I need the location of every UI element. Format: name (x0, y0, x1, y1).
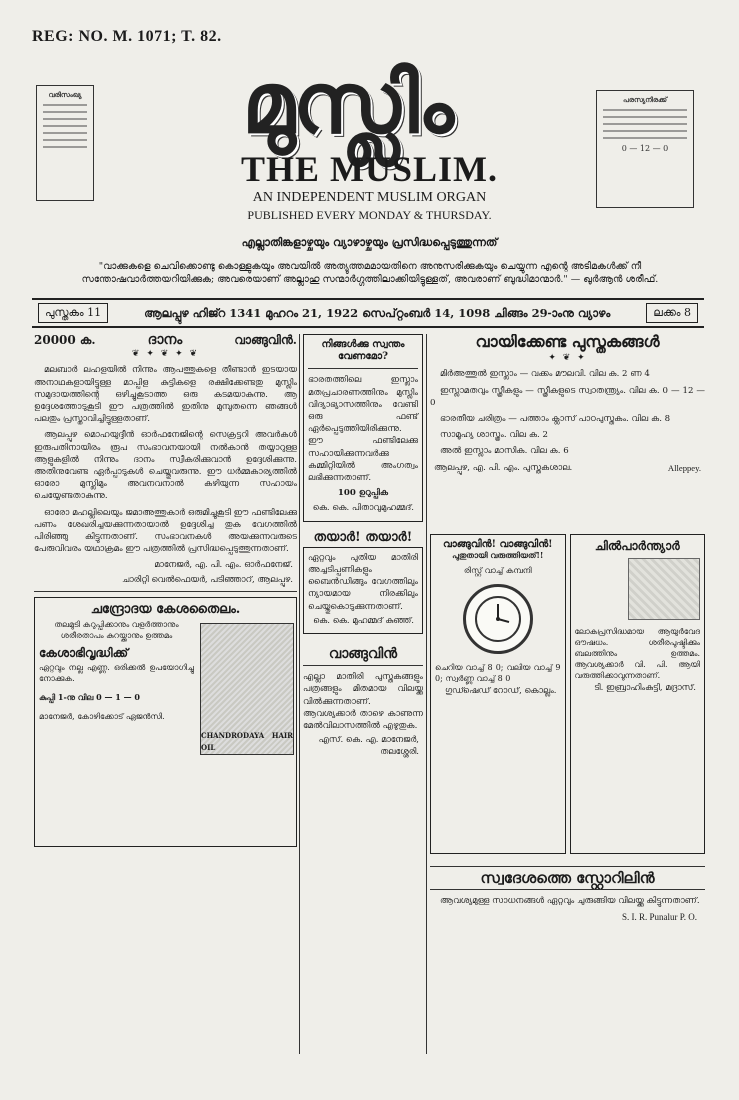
book-entry: ഭാരതീയ ചരിത്രം — പത്താം ക്ലാസ് പാഠപുസ്തകം. വില ക. 8 (440, 414, 671, 425)
watch-image (463, 584, 533, 654)
hair-oil-line: ശരീരതാപം കുറയ്ക്കാനും ഉത്തമം (60, 631, 173, 641)
hair-oil-price: കുപ്പി 1-നു വില 0 — 1 — 0 (39, 692, 140, 703)
divider (430, 866, 705, 867)
fund-notice-box (303, 334, 423, 522)
book-entry: മിർഅത്തുൽ ഇസ്ലാം — വക്കം മൗലവി. വില ക. 2 ണ 4 (440, 369, 650, 380)
books-city: Alleppey. (667, 462, 701, 473)
title-english: THE MUSLIM. (240, 149, 499, 189)
fund-notice-signature: കെ. കെ. പിതാവുമുഹമ്മദ്. (312, 503, 414, 514)
ad-rate-label: പരസ്യനിരക്ക് (622, 95, 668, 104)
divider (34, 591, 297, 592)
hair-oil-figure: CHANDRODAYA HAIR OIL (200, 623, 294, 755)
ready-ad-box (303, 547, 423, 634)
book-entry: ഇസ്ലാമതവും സ്ത്രീകളും — സ്ത്രീകളുടെ സ്വാതന്ത്ര്യം. വില ക. 0 — 12 — 0 (430, 385, 705, 408)
ornament-divider: ❦ ✦ ❦ ✦ ❦ (131, 349, 200, 360)
watch-ad-subtitle: പുതുതായി വരുത്തിയത്!! (452, 549, 544, 560)
hair-oil-line: തലമുടി കറുപ്പിക്കാനും വളർത്താനും (54, 620, 179, 630)
article-paragraph: മലബാർ ലഹളയിൽ നിന്നും ആപത്തുകളെ തീണ്ടാൻ ഇടയായ അനാഥകളായിട്ടുള്ള മാപ്പിള കുട്ടികളെ രക്ഷിക്കേണ്ടതു മുസ്ലിം സമുദായത്തിന്റെ ഒഴിച്ചുകൂടാത്ത ഒരു കടമയാകുന്നു. ആ ഉദ്ദേശത്തോടുകൂടി ഈ പത്രത്തിൽ ഇതിനു മുമ്പുതന്നെ ഞങ്ങൾ പലതും പ്രസ്താവിച്ചിട്ടുള്ളതാണ്. (34, 365, 297, 425)
dateline-bar (32, 298, 704, 328)
column-left (34, 334, 297, 1024)
column-right (430, 334, 705, 1059)
hair-oil-ad (34, 597, 297, 847)
fund-notice-title: നിങ്ങൾക്കു സ്വന്തം വേണമോ? (321, 339, 405, 363)
watch-ad-company: രിസ്റ്റ് വാച്ച് കമ്പനി (463, 565, 532, 575)
hair-oil-subtitle: കേശാഭിവൃദ്ധിക്ക് (39, 646, 129, 661)
fund-notice-amount: 100 ഉറുപ്പിക (337, 488, 389, 499)
ornament-divider: ✦ ❦ ✦ (548, 353, 587, 364)
donation-tail: വാങ്ങുവിൻ. (234, 334, 297, 347)
swadeshi-title: സ്വദേശത്തെ സ്റ്റോറിലിൻ (480, 868, 655, 887)
ready-ad-body: ഏറ്റവും പുതിയ മാതിരി അച്ചടിപ്പണികളും ബൈൻഡിങ്ങും വേഗത്തിലും ന്യായമായ നിരക്കിലും ചെയ്തുകൊടുക്കുന്നതാണ്. (308, 552, 418, 612)
donation-headline (34, 334, 297, 346)
books-title: വായിക്കേണ്ട പുസ്തകങ്ങൾ (475, 334, 660, 351)
book-entry: സാമൂഹ്യ ശാസ്ത്രം. വില ക. 2 (440, 430, 548, 441)
watch-ad-address: ഗുഡ്ഷെഡ് റോഡ്, കൊല്ലം. (444, 685, 557, 696)
medicine-ad-body: ലോകപ്രസിദ്ധമായ ആയുർവേദ ഔഷധം. ശരീരപുഷ്ടിക്കും ബലത്തിനും ഉത്തമം. ആവശ്യക്കാർ വി. പി. ആയി വരുത്തിക്കാവുന്നതാണ്. (574, 626, 700, 680)
ready-ad-signature: കെ. കെ. മുഹമ്മദ് കുഞ്ഞ്. (313, 615, 414, 626)
medicine-ad-signature: ടി. ഇബ്രാഹിംകുട്ടി, മദ്രാസ്. (594, 682, 696, 693)
masthead-banner (112, 48, 582, 158)
quran-quote: "വാക്കുകളെ ചെവിക്കൊണ്ടു കൊള്ളുകയും അവയിൽ അത്യുത്തമമായതിനെ അനുസരിക്കുകയും ചെയ്യുന്ന എന്റെ അടിമകൾക്ക് നീ സന്തോഷവാർത്തയറിയിക്കുക; അവരെയാണ് അല്ലാഹു സന്മാർഗ്ഗത്തിലാക്കിയിട്ടുള്ളത്, അവരാണ് ബുദ്ധിമാന്മാർ." — ഖുർആൻ ശരീഫ്. (81, 261, 659, 285)
ads-row (430, 534, 705, 854)
ready-ad-title: തയാർ! തയാർ! (313, 529, 413, 545)
donation-amount: 20000 ക. (34, 334, 96, 347)
column-divider (426, 334, 427, 1054)
article-signature: മാനേജർ, എ. പി. എം. ഓർഫനേജ്. (154, 560, 293, 571)
article-signature-place: ചാരിറ്റി വെൽഫെയർ, പടിഞ്ഞാറ്, ആലപ്പുഴ. (122, 574, 293, 585)
hair-oil-address: മാനേജർ, കോഴിക്കോട് ഏജൻസി. (39, 712, 165, 722)
swadeshi-address: S. I. R. Punalur P. O. (621, 912, 697, 923)
watch-face-icon (473, 594, 523, 644)
divider (308, 368, 418, 369)
article-paragraph: ആലപ്പുഴ മൊഹയുദ്ദീൻ ഓർഫനേജിന്റെ സെക്രട്ടറി അവർകൾ ഇരുപതിനായിരം രൂപ സംഭാവനയായി നൽകാൻ തയ്യാറുള്ള ആളുകളിൽ നിന്നും ദാനം സ്വീകരിക്കുവാൻ ഉദ്ദേശിക്കുന്നു. അതിനുവേണ്ട ഏർപ്പാടുകൾ ചെയ്തുവരുന്നു. ഈ ധർമ്മകാര്യത്തിൽ ഓരോ മുസ്ലിമും അവനവനാൽ കഴിയുന്ന സഹായം ചെയ്യേണ്ടതാകുന്നു. (34, 430, 297, 502)
buy-ad-signature: എസ്. കെ. എ. മാനേജർ, തലശ്ശേരി. (318, 735, 419, 758)
issue-number: ലക്കം 8 (646, 303, 698, 323)
registration-number: REG: NO. M. 1071; T. 82. (32, 28, 222, 45)
column-divider (299, 334, 300, 1054)
subscription-label: വരിസംഖ്യ (48, 90, 82, 99)
divider (303, 665, 423, 666)
tagline: എല്ലാതിങ്കളാഴ്ചയും വ്യാഴാഴ്ചയും പ്രസിദ്ധപ്പെടുത്തുന്നത് (241, 236, 498, 249)
hair-oil-image (200, 619, 292, 769)
ad-rate-value: 0 — 12 — 0 (621, 144, 669, 153)
books-publisher: ആലപ്പുഴ, എ. പി. എം. പുസ്തകശാല. (434, 462, 573, 473)
swadeshi-body: ആവശ്യമുള്ള സാധനങ്ങൾ ഏറ്റവും ചുരുങ്ങിയ വിലയ്ക്കു കിട്ടുന്നതാണ്. (440, 896, 700, 907)
medicine-ad (570, 534, 706, 854)
hair-oil-body: ഏറ്റവും നല്ല എണ്ണ. ഒരിക്കൽ ഉപയോഗിച്ചു നോക്കുക. (39, 663, 194, 684)
watch-ad-title: വാങ്ങുവിൻ! വാങ്ങുവിൻ! (442, 538, 553, 550)
fund-notice-body: ഭാരതത്തിലെ ഇസ്ലാം മതപ്രചാരണത്തിനും മുസ്ലിം വിദ്യാഭ്യാസത്തിനും വേണ്ടി ഒരു ഫണ്ട് ഏർപ്പെടുത്തിയിരിക്കുന്നു. ഈ ഫണ്ടിലേക്കു സഹായിക്കുന്നവർക്കു കമ്മിറ്റിയിൽ അംഗത്വം ലഭിക്കുന്നതാണ്. (308, 375, 418, 484)
medicine-ad-title: ചിൽപാർന്ത്യാർ (594, 538, 680, 553)
watch-ad (430, 534, 566, 854)
column-middle (303, 334, 423, 1064)
subtitle-organ: AN INDEPENDENT MUSLIM ORGAN (252, 190, 487, 205)
book-entry: അൽ ഇസ്ലാം മാസിക. വില ക. 6 (440, 446, 569, 457)
hair-oil-ad-title: ചന്ദ്രോദയ കേശതൈലം. (90, 601, 241, 617)
divider (430, 889, 705, 890)
subtitle-published: PUBLISHED EVERY MONDAY & THURSDAY. (247, 208, 492, 222)
watch-ad-prices: ചെറിയ വാച്ച് 8 0; വലിയ വാച്ച് 9 0; സ്വർണ്ണ വാച്ച് 8 0 (435, 662, 561, 683)
article-paragraph: ഓരോ മഹല്ലിലെയും ജമാഅത്തുകാർ ഒരുമിച്ചുകൂടി ഈ ഫണ്ടിലേക്കു പണം ശേഖരിച്ചയക്കുന്നതായാൽ ഉദ്ദേശിച്ച തുക വേഗത്തിൽ പിരിഞ്ഞു കിട്ടുന്നതാണ്. സംഭാവനകൾ അയക്കുന്നവരുടെ പേരുവിവരം യഥാക്രമം ഈ പത്രത്തിൽ പ്രസിദ്ധപ്പെടുത്തുന്നതാണ്. (34, 507, 297, 555)
buy-ad-body: എല്ലാ മാതിരി പുസ്തകങ്ങളും പത്രങ്ങളും മിതമായ വിലയ്ക്കു വിൽക്കുന്നതാണ്. ആവശ്യക്കാർ താഴെ കാണുന്ന മേൽവിലാസത്തിൽ എഴുതുക. (303, 672, 423, 732)
buy-ad-title: വാങ്ങുവിൻ (328, 646, 398, 663)
donation-title: ദാനം (147, 334, 183, 348)
books-footer (434, 462, 701, 474)
volume-number: പുസ്തകം 11 (38, 303, 108, 323)
masthead-malayalam: മുസ്ലിം (242, 53, 452, 152)
medicine-image (628, 558, 700, 620)
issue-dates: ആലപ്പുഴ ഹിജ്റ 1341 മുഹറം 21, 1922 സെപ്റ്റംബർ 14, 1098 ചിങ്ങം 29-ാംനു വ്യാഴം (144, 305, 611, 320)
